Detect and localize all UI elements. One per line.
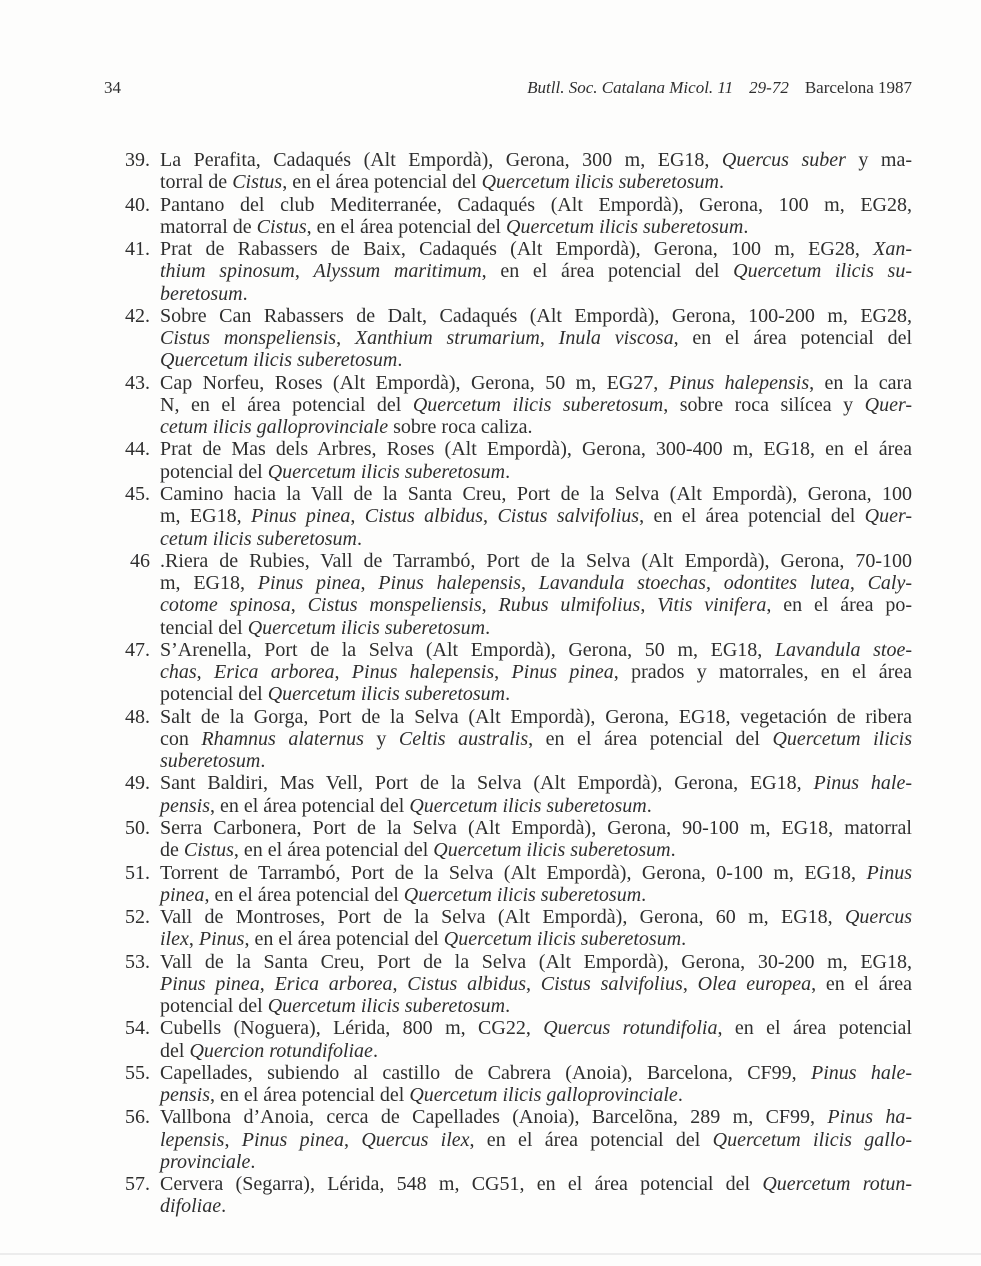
- text-segment: Vall de Montroses, Port de la Selva (Alt Empordà), Gerona, 60 m, EG18,: [160, 906, 845, 929]
- text-segment: ,: [224, 1128, 242, 1151]
- taxon-name: Quercion rotundifoliae: [189, 1039, 373, 1062]
- taxon-name: Quercus: [844, 906, 912, 929]
- text-segment: , en el área potencial del: [673, 327, 913, 350]
- text-segment: m, EG18,: [160, 572, 258, 595]
- text-segment: ,: [640, 594, 658, 617]
- locality-entry: [0, 483, 912, 550]
- text-segment: Pantano del club Mediterranée, Cadaqués (Alt Empordà), Gerona, 100 m, EG28,: [160, 193, 912, 216]
- text-segment: .: [718, 171, 724, 194]
- taxon-name: Erica arborea: [274, 972, 393, 995]
- entry-line: [160, 973, 912, 995]
- entry-line: [160, 572, 912, 594]
- entry-line: [160, 594, 912, 616]
- taxon-name: Pinus hale-: [813, 772, 912, 795]
- taxon-name: Cistus monspeliensis: [160, 327, 337, 350]
- entry-line: [160, 639, 912, 661]
- text-segment: ,: [494, 661, 512, 684]
- entry-line: [160, 372, 912, 394]
- text-segment: .: [505, 995, 511, 1018]
- text-segment: ,: [392, 972, 408, 995]
- text-segment: ,: [294, 260, 314, 283]
- taxon-name: Pinus ha-: [827, 1106, 913, 1129]
- entry-line: [160, 995, 912, 1017]
- entry-line: [160, 1151, 912, 1173]
- place-year: Barcelona 1987: [804, 78, 912, 97]
- text-segment: .: [681, 928, 687, 951]
- text-segment: , en el área potencial del: [639, 505, 865, 528]
- taxon-name: Erica arborea: [214, 661, 335, 684]
- taxon-name: Quercetum ilicis su-: [733, 260, 913, 283]
- taxon-name: Celtis australis: [398, 727, 529, 750]
- bottom-rule: [0, 1253, 981, 1255]
- text-segment: Capellades, subiendo al castillo de Cabrera (Anoia), Barcelona, CF99,: [160, 1061, 812, 1084]
- text-segment: ,: [290, 594, 308, 617]
- text-segment: , en el área potencial del: [244, 928, 444, 951]
- text-segment: ,: [481, 594, 499, 617]
- text-segment: potencial del: [160, 683, 268, 706]
- taxon-name: lepensis: [160, 1128, 225, 1151]
- taxon-name: Pinus pinea: [241, 1128, 345, 1151]
- locality-entry: [0, 149, 912, 194]
- text-segment: tencial del: [160, 616, 248, 639]
- taxon-name: Pinus pinea: [160, 972, 260, 995]
- text-segment: .: [505, 683, 511, 706]
- taxon-name: beretosum: [160, 282, 243, 305]
- text-segment: , en el área potencial del: [204, 883, 404, 906]
- taxon-name: Quercetum ilicis suberetosum: [267, 995, 506, 1018]
- text-segment: Sant Baldiri, Mas Vell, Port de la Selva (Alt Empordà), Gerona, EG18,: [160, 772, 814, 795]
- text-segment: , en el área potencial del: [210, 794, 410, 817]
- entry-number: 46: [130, 549, 150, 572]
- entry-line: [160, 750, 912, 772]
- taxon-name: Quercetum ilicis suberetosum: [403, 883, 642, 906]
- taxon-name: Quercetum ilicis gallo-: [712, 1128, 912, 1151]
- entry-line: [160, 1062, 912, 1084]
- entry-line: [160, 839, 912, 861]
- entry-line: [160, 327, 912, 349]
- taxon-name: Alyssum maritimum: [313, 260, 482, 283]
- entry-line: [160, 928, 912, 950]
- taxon-name: Quercetum ilicis suberetosum: [409, 794, 647, 817]
- entry-line: [160, 171, 912, 193]
- text-segment: Prat de Mas dels Arbres, Roses (Alt Empordà), Gerona, 300-400 m, EG18, en el área: [160, 438, 912, 461]
- taxon-name: Vitis vinifera: [657, 594, 767, 617]
- page-range: 29-72: [749, 78, 789, 97]
- text-segment: Camino hacia la Vall de la Santa Creu, Port de la Selva (Alt Empordà), Gerona, 100: [160, 482, 912, 505]
- taxon-name: Quercus suber: [721, 149, 846, 171]
- entry-number: 48.: [125, 705, 150, 728]
- text-segment: potencial del: [160, 460, 268, 483]
- text-segment: , en el área potencial del: [469, 1128, 713, 1151]
- text-segment: .: [646, 794, 652, 817]
- text-segment: , en el área potencial: [717, 1017, 912, 1040]
- taxon-name: Pinus halepensis: [668, 371, 810, 394]
- entry-line: [160, 216, 912, 238]
- entry-line: [160, 661, 912, 683]
- taxon-name: Pinus: [198, 928, 245, 951]
- text-segment: Torrent de Tarrambó, Port de la Selva (Alt Empordà), Gerona, 0-100 m, EG18,: [160, 861, 867, 884]
- locality-entry: [0, 550, 912, 639]
- entry-number: 44.: [125, 438, 150, 461]
- entry-line: [160, 1084, 912, 1106]
- text-segment: , sobre roca silícea y: [663, 393, 865, 416]
- entry-number: 57.: [125, 1173, 150, 1196]
- taxon-name: pensis: [160, 1084, 210, 1107]
- taxon-name: thium spinosum: [160, 260, 295, 283]
- journal-citation: Butll. Soc. Catalana Micol. 11: [527, 78, 734, 97]
- taxon-name: Quercetum ilicis suberetosum: [160, 349, 398, 372]
- text-segment: del: [160, 1039, 190, 1062]
- entry-line: [160, 194, 912, 216]
- text-segment: ,: [539, 327, 559, 350]
- text-segment: .: [260, 750, 266, 773]
- text-segment: Cubells (Noguera), Lérida, 800 m, CG22,: [160, 1017, 544, 1040]
- taxon-name: pensis: [160, 794, 210, 817]
- locality-entry: [0, 305, 912, 372]
- text-segment: .: [505, 460, 511, 483]
- taxon-name: Olea europea: [697, 972, 812, 995]
- taxon-name: suberetosum: [160, 750, 261, 773]
- text-segment: ,: [259, 972, 275, 995]
- text-segment: .Riera de Rubies, Vall de Tarrambó, Port de la Selva (Alt Empordà), Gerona, 70-100: [160, 549, 912, 572]
- locality-entry: [0, 372, 912, 439]
- locality-entry: [0, 951, 912, 1018]
- running-header: [527, 78, 912, 98]
- taxon-name: Quercus rotundifolia: [543, 1017, 718, 1040]
- text-segment: .: [372, 1039, 378, 1062]
- text-segment: La Perafita, Cadaqués (Alt Empordà), Gerona, 300 m, EG18,: [160, 149, 722, 171]
- entry-line: [160, 906, 912, 928]
- text-segment: .: [677, 1084, 683, 1107]
- taxon-name: Quercetum ilicis suberetosum: [267, 460, 506, 483]
- taxon-name: Pinus pinea: [250, 505, 351, 528]
- taxon-name: Cistus: [183, 839, 234, 862]
- taxon-name: Cistus salvifolius: [497, 505, 640, 528]
- entry-line: [160, 416, 912, 438]
- taxon-name: cotome spinosa: [160, 594, 291, 617]
- taxon-name: Rhamnus alaternus: [201, 727, 364, 750]
- taxon-name: Cistus albidus: [407, 972, 526, 995]
- entry-number: 51.: [125, 861, 150, 884]
- text-segment: , en la cara: [809, 371, 912, 394]
- locality-entry: [0, 639, 912, 706]
- locality-entry: [0, 1106, 912, 1173]
- entry-line: [160, 461, 912, 483]
- text-segment: , en el área potencial del: [233, 839, 434, 862]
- taxon-name: difoliae: [160, 1195, 222, 1218]
- entry-line: [160, 617, 912, 639]
- taxon-name: Caly-: [867, 572, 913, 595]
- taxon-name: Quercetum ilicis suberetosum: [247, 616, 486, 639]
- entry-line: [160, 1173, 912, 1195]
- text-segment: ,: [350, 505, 365, 528]
- taxon-name: Quercetum ilicis galloprovinciale: [409, 1084, 678, 1107]
- entry-number: 54.: [125, 1017, 150, 1040]
- entry-line: [160, 505, 912, 527]
- taxon-name: Lavandula stoe-: [774, 638, 913, 661]
- entry-line: [160, 884, 912, 906]
- entry-line: [160, 349, 912, 371]
- text-segment: ,: [849, 572, 868, 595]
- entry-number: 39.: [125, 149, 150, 171]
- locality-entry: [0, 1173, 912, 1218]
- taxon-name: Pinus halepensis: [351, 661, 495, 684]
- taxon-name: Quercetum ilicis suberetosum: [433, 839, 671, 862]
- text-segment: , en el área potencial del: [210, 1084, 410, 1107]
- text-segment: matorral de: [160, 215, 257, 238]
- entry-number: 41.: [125, 238, 150, 261]
- locality-entry: [0, 706, 912, 773]
- text-segment: Cap Norfeu, Roses (Alt Empordà), Gerona, 50 m, EG27,: [160, 371, 669, 394]
- text-segment: Serra Carbonera, Port de la Selva (Alt Empordà), Gerona, 90-100 m, EG18, matorral: [160, 816, 912, 839]
- text-segment: .: [641, 883, 647, 906]
- entry-line: [160, 483, 912, 505]
- text-segment: y: [363, 727, 399, 750]
- taxon-name: Quercus ilex: [361, 1128, 470, 1151]
- entry-line: [160, 550, 912, 572]
- entry-number: 47.: [125, 638, 150, 661]
- text-segment: .: [743, 215, 749, 238]
- taxon-name: Cistus monspeliensis: [307, 594, 482, 617]
- taxon-name: Lavandula stoechas: [538, 572, 706, 595]
- entry-line: [160, 260, 912, 282]
- entry-number: 43.: [125, 371, 150, 394]
- locality-entry: [0, 194, 912, 239]
- entry-number: 40.: [125, 193, 150, 216]
- taxon-name: Pinus pinea: [511, 661, 614, 684]
- taxon-name: Pinus halepensis: [378, 572, 521, 595]
- entry-line: [160, 728, 912, 750]
- text-segment: ,: [360, 572, 379, 595]
- text-segment: ,: [705, 572, 724, 595]
- entry-line: [160, 1129, 912, 1151]
- text-segment: con: [160, 727, 202, 750]
- text-segment: , en el área potencial del: [481, 260, 734, 283]
- text-segment: , en el área po-: [766, 594, 913, 617]
- taxon-name: Quercetum ilicis suberetosum: [267, 683, 506, 706]
- text-segment: , en el área potencial del: [306, 215, 506, 238]
- text-segment: Salt de la Gorga, Port de la Selva (Alt Empordà), Gerona, EG18, vegetación de ribera: [160, 705, 912, 728]
- entry-line: [160, 1017, 912, 1039]
- locality-entry: [0, 772, 912, 817]
- text-segment: , en el área: [811, 972, 913, 995]
- text-segment: Vall de la Santa Creu, Port de la Selva (Alt Empordà), Gerona, 30-200 m, EG18,: [160, 950, 912, 973]
- entry-line: [160, 1040, 912, 1062]
- taxon-name: Cistus: [256, 215, 307, 238]
- text-segment: de: [160, 839, 184, 862]
- text-segment: .: [242, 282, 248, 305]
- entry-line: [160, 772, 912, 794]
- taxon-name: ilex: [160, 928, 189, 951]
- entry-number: 50.: [125, 816, 150, 839]
- text-segment: y ma-: [845, 149, 913, 171]
- entry-number: 56.: [125, 1106, 150, 1129]
- taxon-name: Cistus: [232, 171, 283, 194]
- entry-line: [160, 1195, 912, 1217]
- text-segment: N, en el área potencial del: [160, 393, 413, 416]
- entry-line: [160, 795, 912, 817]
- text-segment: , en el área potencial del: [528, 727, 773, 750]
- entry-line: [160, 706, 912, 728]
- locality-entry: [0, 862, 912, 907]
- text-segment: .: [485, 616, 491, 639]
- text-segment: potencial del: [160, 995, 268, 1018]
- text-segment: ,: [188, 928, 199, 951]
- locality-entry: [0, 238, 912, 305]
- taxon-name: Pinus: [866, 861, 912, 884]
- taxon-name: Quercetum ilicis suberetosum: [412, 393, 664, 416]
- taxon-name: Quercetum ilicis: [772, 727, 912, 750]
- entry-line: [160, 305, 912, 327]
- taxon-name: odontites lutea: [723, 572, 850, 595]
- text-segment: Vallbona d’Anoia, cerca de Capellades (Anoia), Barcelõna, 289 m, CF99,: [160, 1106, 828, 1129]
- taxon-name: Quer-: [864, 393, 912, 416]
- entry-number: 42.: [125, 304, 150, 327]
- taxon-name: Quercetum rotun-: [762, 1173, 912, 1196]
- entry-line: [160, 438, 912, 460]
- text-segment: ,: [526, 972, 541, 995]
- locality-entry: [0, 1062, 912, 1107]
- text-segment: m, EG18,: [160, 505, 251, 528]
- taxon-name: Quercetum ilicis suberetosum: [506, 215, 744, 238]
- taxon-name: Cistus salvifolius: [540, 972, 683, 995]
- entry-line: [160, 862, 912, 884]
- entry-number: 52.: [125, 906, 150, 929]
- text-segment: ,: [344, 1128, 362, 1151]
- taxon-name: Cistus albidus: [364, 505, 484, 528]
- taxon-name: pinea: [160, 883, 205, 906]
- text-segment: .: [397, 349, 403, 372]
- text-segment: ,: [196, 661, 214, 684]
- text-segment: S’Arenella, Port de la Selva (Alt Empordà), Gerona, 50 m, EG18,: [160, 638, 775, 661]
- text-segment: .: [221, 1195, 227, 1218]
- taxon-name: chas: [160, 661, 197, 684]
- taxon-name: Rubus ulmifolius: [498, 594, 641, 617]
- taxon-name: cetum ilicis suberetosum: [160, 527, 358, 550]
- entry-line: [160, 817, 912, 839]
- taxon-name: Quercetum ilicis suberetosum: [481, 171, 719, 194]
- text-segment: , en el área potencial del: [282, 171, 482, 194]
- taxon-name: Quer-: [864, 505, 913, 528]
- text-segment: sobre roca caliza.: [388, 416, 533, 439]
- taxon-name: Pinus hale-: [811, 1061, 912, 1084]
- text-segment: , prados y matorrales, en el área: [613, 661, 913, 684]
- entry-line: [160, 683, 912, 705]
- taxon-name: cetum ilicis galloprovinciale: [160, 416, 389, 439]
- text-segment: torral de: [160, 171, 233, 194]
- entry-line: [160, 951, 912, 973]
- entry-number: 53.: [125, 950, 150, 973]
- locality-entry: [0, 817, 912, 862]
- taxon-name: Xan-: [873, 238, 912, 261]
- locality-list: [0, 149, 981, 1218]
- text-segment: ,: [483, 505, 498, 528]
- entry-line: [160, 1106, 912, 1128]
- entry-line: [160, 528, 912, 550]
- entry-number: 55.: [125, 1061, 150, 1084]
- text-segment: Sobre Can Rabassers de Dalt, Cadaqués (Alt Empordà), Gerona, 100-200 m, EG28,: [160, 304, 912, 327]
- entry-line: [160, 238, 912, 260]
- locality-entry: [0, 1017, 912, 1062]
- text-segment: ,: [521, 572, 539, 595]
- taxon-name: Inula viscosa: [558, 327, 674, 350]
- text-segment: ,: [682, 972, 698, 995]
- text-segment: Cervera (Segarra), Lérida, 548 m, CG51, en el área potencial del: [160, 1173, 763, 1196]
- entry-line: [160, 394, 912, 416]
- taxon-name: Quercetum ilicis suberetosum: [443, 928, 682, 951]
- entry-line: [160, 283, 912, 305]
- taxon-name: provinciale: [160, 1150, 251, 1173]
- page-number: 34: [104, 78, 121, 97]
- entry-number: 45.: [125, 482, 150, 505]
- text-segment: Prat de Rabassers de Baix, Cadaqués (Alt Empordà), Gerona, 100 m, EG28,: [160, 238, 874, 261]
- taxon-name: Pinus pinea: [257, 572, 361, 595]
- taxon-name: Xanthium strumarium: [354, 327, 540, 350]
- text-segment: .: [357, 527, 363, 550]
- text-segment: .: [670, 839, 676, 862]
- entry-number: 49.: [125, 772, 150, 795]
- text-segment: .: [250, 1150, 256, 1173]
- text-segment: ,: [334, 661, 352, 684]
- locality-entry: [0, 438, 912, 483]
- entry-line: [160, 149, 912, 171]
- locality-entry: [0, 906, 912, 951]
- text-segment: ,: [336, 327, 355, 350]
